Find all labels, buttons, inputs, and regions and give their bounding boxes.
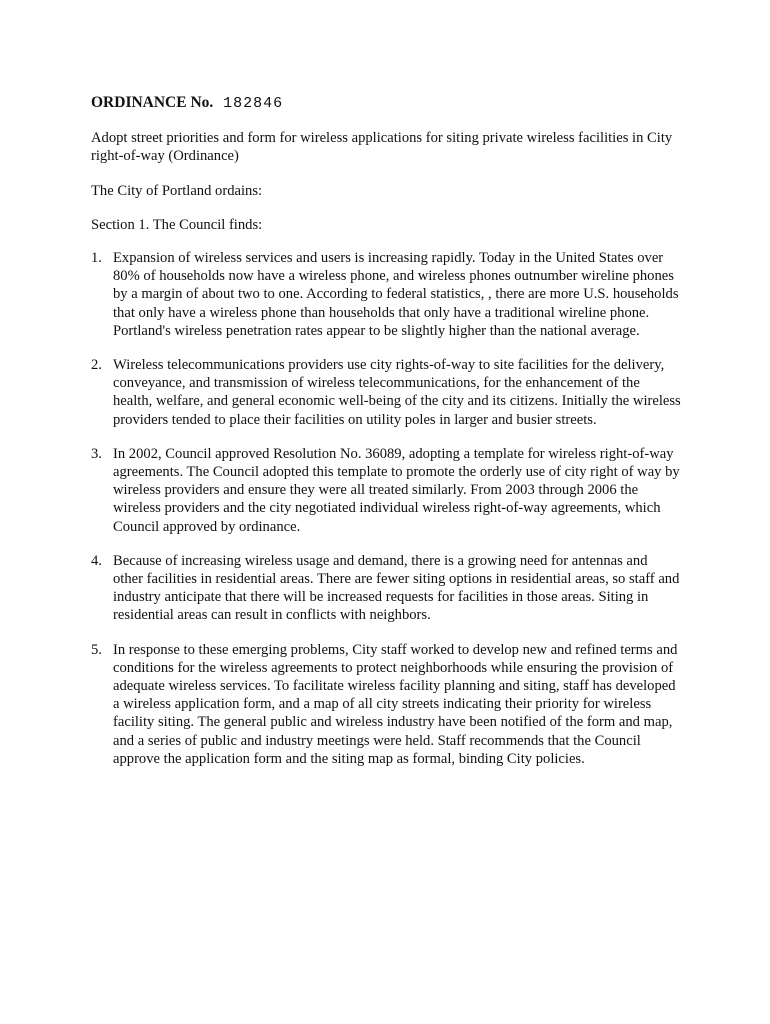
finding-item <box>91 356 681 429</box>
finding-number: 3. <box>91 445 102 462</box>
finding-item <box>91 445 681 536</box>
finding-item <box>91 641 681 768</box>
finding-text: Expansion of wireless services and users is increasing rapidly. Today in the United States over 80% of households now have a wireless phone, and wireless phones outnumber wireline phones by a margin of about two to one. According to federal statistics, , there are more U.S. households that only have a wireless phone than households that only have a traditional wireline phone. Portland's wireless penetration rates appear to be slightly higher than the national average. <box>113 250 679 339</box>
finding-number: 4. <box>91 552 102 569</box>
finding-item <box>91 552 681 625</box>
finding-text: In response to these emerging problems, City staff worked to develop new and refined terms and conditions for the wireless agreements to protect neighborhoods while ensuring the provision of adequate wireless services. To facilitate wireless facility planning and siting, staff has developed a wireless application form, and a map of all city streets indicating their priority for wireless facility siting. The general public and wireless industry have been notified of the form and map, and a series of public and industry meetings were held. Staff recommends that the Council approve the application form and the siting map as formal, binding City policies. <box>113 641 678 767</box>
finding-number: 1. <box>91 250 102 266</box>
finding-text: Because of increasing wireless usage and demand, there is a growing need for antennas and other facilities in residential areas. There are fewer siting options in residential areas, so staff and industry anticipate that there will be increased requests for facilities in those areas. Siting in residential areas can result in conflicts with neighbors. <box>113 552 680 624</box>
finding-text: Wireless telecommunications providers use city rights-of-way to site facilities for the delivery, conveyance, and transmission of wireless telecommunications, for the enhancement of the health, welfare, and general economic well-being of the city and its citizens. Initially the wireless providers tended to place their facilities on utility poles in larger and busier streets. <box>113 357 681 428</box>
finding-item <box>91 249 681 340</box>
section-heading: Section 1. The Council finds: <box>91 217 263 233</box>
finding-number: 2. <box>91 357 102 374</box>
finding-text: In 2002, Council approved Resolution No. 36089, adopting a template for wireless right-of-way agreements. The Council adopted this template to promote the orderly use of city right of way by wireless providers and ensure they were all treated similarly. From 2003 through 2006 the wireless providers and the city negotiated individual wireless right-of-way agreements, which Council approved by ordinance. <box>113 445 680 535</box>
ordinance-title <box>91 93 283 114</box>
findings-list <box>91 249 681 784</box>
ordinance-subtitle: Adopt street priorities and form for wireless applications for siting private wireless facilities in City right-of-way (Ordinance) <box>91 130 673 165</box>
ordinance-number: 182846 <box>223 95 284 112</box>
ordains-statement: The City of Portland ordains: <box>91 183 263 199</box>
finding-number: 5. <box>91 641 102 658</box>
ordinance-label: ORDINANCE No. <box>91 94 214 111</box>
